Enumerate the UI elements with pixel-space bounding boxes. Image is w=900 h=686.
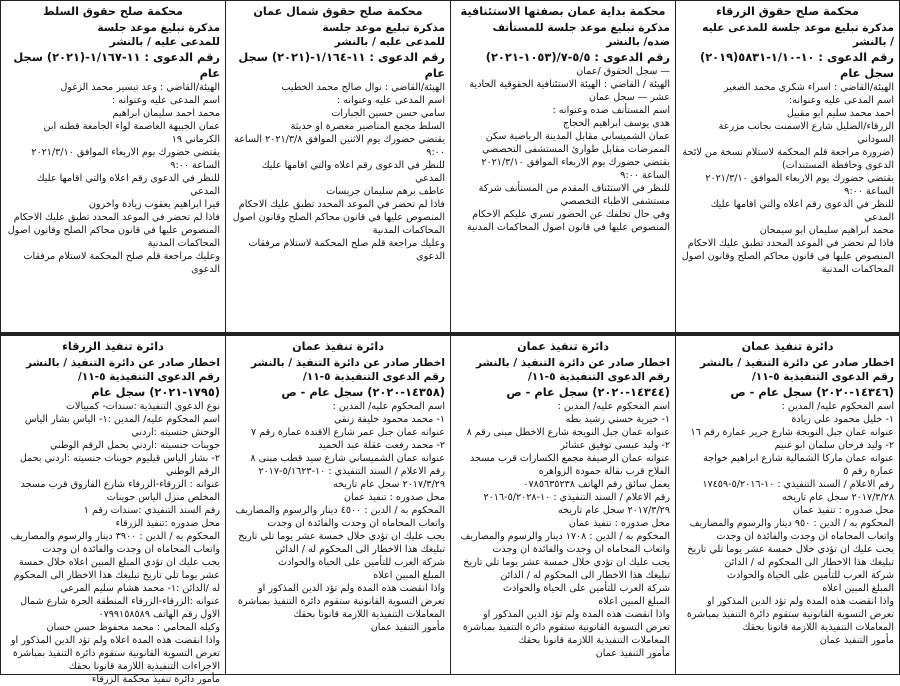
notice-text-line: فاذا لم تحضر في الموعد المحدد تطبق عليك الاحكام المنصوص عليها في قانون محاكم الصلح وقانون اصول المحاكمات المدنية [681, 238, 894, 275]
notice-text-line: يقتضي حضورك يوم الاربعاء الموافق ٢٠٢١/٣/١٠ الساعة ٩:٠٠ [705, 173, 894, 197]
notice-text-line: واذا انقضت هذه المدة ولم تؤد الدين المذكور او تعرض التسوية القانونية ستقوم دائرة التنفيذ بمباشرة المعاملات التنفيذية اللازمة قانونا بحقك [462, 609, 670, 646]
notice-text-line: سامي حسن حسين الجبارات [331, 108, 445, 119]
notice-text-line: ٢٠١٧/٣/٢٩ سجل عام تاريخه [332, 479, 445, 490]
notice-amman-execution-14346 [675, 335, 900, 675]
notice-text-line: اسم المحكوم عليه/ المدين : [332, 401, 445, 412]
notice-text-line: ١- خليل محمود علي زيادة [791, 414, 894, 425]
notice-text-line: ٢- بشار الياس قيليوم جوينات جنسيته :اردني بحمل الرقم الوطني [19, 453, 220, 477]
notice-text-line: محل صدوره :تنفيذ الزرقاء [115, 518, 220, 529]
notice-amman-execution-14358 [225, 335, 450, 675]
notice-title: دائرة تنفيذ عمان [292, 340, 384, 353]
notice-text-line: الهيئة/القاضي : اسراء شكري محمد الصغير [723, 82, 894, 93]
notice-north-east-rights-court-164 [225, 0, 450, 333]
notice-method: ضده/ بالنشر [606, 36, 670, 48]
notice-text-line: اسم المحكوم عليه/ المدين : [557, 401, 670, 412]
notice-text-line: قيرا ابراهيم يعقوب زيادة واخرون [88, 199, 220, 210]
notice-text-line: رقم الاعلام / السند التنفيذي : ١٠-٥/١٦٢٣-٢٠١٧ [258, 466, 445, 477]
notice-zarqa-peace-court [675, 0, 900, 333]
notice-method: للمدعى عليه / بالنشر [109, 36, 220, 48]
notice-title: محكمة صلح حقوق السلط [42, 5, 183, 18]
notice-method: رقم الدعوى التنفيذية ٥-١١/ [527, 371, 670, 383]
notice-text-line: رقم الاعلام / السند التنفيذي : ١٠-٥/٢٠١٦-١٧٤٥٩ [702, 479, 894, 490]
notice-text-line: اسم المدعى عليه وعنوانه: [789, 95, 894, 106]
notice-text-line: عمان الشميساني مقابل المدينة الرياضية سكن الممرضات مقابل طوارئ المستشفى التخصصي [482, 131, 670, 155]
notice-text-line: الهيئة / القاضي : الهيئة الاستئنافية الحقوقية الحادية عشر — سجل عمان [469, 79, 670, 103]
notice-text-line: شركة العرب للتأمين على الحياة والحوادث [727, 570, 894, 581]
notice-subtitle: مذكرة تبليغ موعد جلسة للمستأنف [492, 22, 670, 34]
notice-text-line: شركة العرب للتأمين على الحياة والحوادث [278, 557, 445, 568]
top-notices-row [0, 0, 900, 333]
notice-text-line: المبلغ المبين اعلاه [373, 570, 445, 581]
notice-text-line: محل صدوره : تنفيذ عمان [343, 492, 445, 503]
notice-text-line: ١- محمد محمود خليفة زنقي [334, 414, 445, 425]
notice-text-line: اسم المدعى عليه وعنوانه : [111, 95, 220, 106]
notice-text-line: يقتضي حضورك يوم الاربعاء الموافق ٢٠٢١/٣/١٠ الساعة ٩:٠٠ [481, 157, 670, 181]
notice-text-line: اسم المحكوم عليه/ المدين : [781, 401, 894, 412]
notice-title: دائرة تنفيذ عمان [517, 340, 609, 353]
notice-text-line: مأمور التنفيذ عمان [595, 648, 670, 659]
notice-text-line: محمد ابراهيم سليمان ابو سيمحان [759, 225, 894, 236]
notice-subtitle: اخطار صادر عن دائرة التنفيذ / بالنشر [25, 357, 220, 369]
notice-case-number: رقم الدعوى : ١١-١/١٦٧-(٢٠٢١) سجل عام [13, 50, 220, 80]
notice-text-line: واذا انقضت هذه المدة ولم تؤد الدين المذكور او تعرض التسوية القانونية ستقوم دائرة التنفيذ بمباشرة المعاملات التنفيذية اللازمة قانونا بحقك [237, 583, 445, 620]
notice-text-line: ٢٠١٧/٣/٢٨ سجل عام تاريخه [781, 492, 894, 503]
notice-text-line: محمد احمد سليمان ابراهيم [112, 108, 220, 119]
notice-text-line: — سجل الحقوق /عمان [576, 66, 670, 77]
notice-text-line: عنوانه عمان جبل النويجة شارع جرير عمارة رقم ١٦ [690, 427, 894, 438]
notice-text-line: المبلغ المبين اعلاه [598, 596, 670, 607]
notice-method: رقم الدعوى التنفيذية ٥-١١/ [751, 371, 894, 383]
notice-text-line: اسم المدعى عليه وعنوانه : [336, 95, 445, 106]
notice-text-line: عمان الجبيهة العاصمة لواء الجامعة قطنه ابن الكرماني ١٩ [43, 121, 220, 145]
notice-title: محكمة بداية عمان بصفتها الاستئنافية [460, 5, 666, 18]
notice-text-line: اسم المستأنف ضده وعنوانه : [552, 105, 670, 116]
notice-text-line: ٢- وليد عيسى توفيق عشائر [560, 440, 670, 451]
notice-text-line: (ضرورة مراجعة قلم المحكمة لاستلام نسخة من لائحة الدعوى وحافظة المستندات) [682, 147, 894, 171]
notice-subtitle: مذكرة تبليغ موعد جلسة للمدعى عليه [702, 22, 894, 34]
notice-text-line: عنوانه عمان ماركا الشمالية شارع ابراهيم خواجة عمارة رقم ٥ [703, 453, 894, 477]
notice-text-line: ٢- محمد رفعت عقلة عبد الحميد [318, 440, 445, 451]
notice-text-line: يعمل سائق رقم الهاتف ٠٧٨٥٦٣٥٢٣٨ [523, 479, 670, 490]
notice-title: دائرة تنفيذ الزرقاء [62, 340, 164, 353]
notice-text-line: هدى يوسف ابراهيم الحجاج [562, 118, 670, 129]
notice-text-line: رقم السند التنفيذي :سندات رقم ١ [83, 505, 220, 516]
notice-text-line: يجب عليك ان تؤدي خلال خمسة عشر يوما تلي تاريخ تبليغك هذا الاخطار الى المحكوم له / الدائن [687, 544, 894, 568]
notice-text-line: واذا انقضت هذه المدة ولم تؤد الدين المذكور او تعرض التسوية القانونية ستقوم دائرة التنفيذ بمباشرة المعاملات التنفيذية اللازمة قانونا بحقك [686, 596, 894, 633]
notice-text-line: محل صدوره : تنفيذ عمان [792, 505, 894, 516]
notice-text-line: عنوانه :الزرقاء-الزرقاء المنطقة الحرة شارع شمال الاول رقم الهاتف ٠٧٩٩١٥٨٥٨٩ [20, 596, 220, 620]
notice-text-line: الهيئة/القاضي : وعد تيسير محمد الزغول [60, 82, 220, 93]
notice-text-line: عاطف برهم سليمان جريسات [326, 186, 445, 197]
notice-text-line: عنوانه عمان جبل عمر شارع الاقندة عمارة رقم ٧ [251, 427, 445, 438]
notice-north-east-rights-court-167 [0, 0, 225, 333]
notice-text-line: واذا انقضت هذه المدة اعلاه ولم تؤد الدين المذكور او تعرض التسوية القانونية ستقوم دائرة التنفيذ بمباشرة الاجراءات التنفيذية اللازمة قانونا بحقك [10, 635, 220, 672]
notice-title: محكمة صلح حقوق الزرقاء [716, 5, 859, 18]
notice-text-line: السلط مجمع المناصير معصرة او حديثة [290, 121, 445, 132]
notice-text-line: وكيله المحامي : محمد محفوظ حسن حسان [46, 622, 220, 633]
notice-case-number: رقم الدعوى : ٥/٥-٧/(١٠٥٣-٢٠٢١) [485, 50, 670, 64]
notice-text-line: عنوانه : الزرقاء-الزرقاء شارع الفاروق قرب مسجد المخلص منزل الياس جوينات [20, 479, 220, 503]
notice-text-line: عنوانه عمان الشميساني شارع سيد قطب مبنى ٨ [250, 453, 445, 464]
notice-text-line: الزرقاء/الضليل شارع الاسمنت بجانب مزرعة السوداني [718, 121, 894, 145]
notice-text-line: ٢٠١٧/٣/٢٩ سجل عام تاريخه [557, 505, 670, 516]
notice-text-line: عنوانه عمان الرصيفة مجمع الكسارات قرب مسجد الفلاح قرب بقالة حمودة الزواهره [469, 453, 670, 477]
notice-method: رقم الدعوى التنفيذية ٥-١١/ [77, 371, 220, 383]
notice-text-line: مأمور التنفيذ عمان [370, 622, 445, 633]
notice-case-number: (١٤٣٥٨-٢٠٢٠) سجل عام - ص [281, 385, 445, 399]
notice-text-line: وعليك مراجعة قلم صلح المحكمة لاستلام مرفقات الدعوى [248, 238, 445, 262]
notice-text-line: مأمور التنفيذ عمان [819, 635, 894, 646]
notice-method: للمدعى عليه / بالنشر [334, 36, 445, 48]
notice-text-line: ١- خيرية حسني رشيد بطه [565, 414, 670, 425]
notice-text-line: فاذا لم تحضر في الموعد المحدد تطبق عليك الاحكام المنصوص عليها في قانون محاكم الصلح وقانون اصول المحاكمات المدنية [7, 212, 220, 249]
notice-text-line: اسم المحكوم عليه/ المدين :١- الياس بشار الياس الوحش جنسيته :اردني [24, 414, 220, 438]
notice-subtitle: اخطار صادر عن دائرة التنفيذ / بالنشر [699, 357, 894, 369]
notice-text-line: للنظر في الدعوى رقم اعلاه والتي اقامها عليك المدعي [710, 199, 894, 223]
notice-text-line: المحكوم به / الدين : ١٧٠٨ دينار والرسوم والمصاريف واتعاب المحاماه ان وجدت والفائدة ان وجدت [460, 531, 670, 555]
notice-method: رقم الدعوى التنفيذية ٥-١١/ [302, 371, 445, 383]
notice-subtitle: اخطار صادر عن دائرة التنفيذ / بالنشر [475, 357, 670, 369]
notice-text-line: يقتضي حضورك يوم الاثنين الموافق ٢٠٢١/٣/٨ الساعة ٩:٠٠ [234, 134, 445, 158]
notice-text-line: يجب عليك ان تؤدي خلال خمسة عشر يوما تلي تاريخ تبليغك هذا الاخطار الى المحكوم له / الدائن [463, 557, 670, 581]
notice-subtitle: مذكرة تبليغ موعد جلسة [97, 22, 220, 34]
notice-zarqa-execution-1795 [0, 335, 225, 685]
notice-text-line: المحكوم به / الدين : ٩٥٠ دينار والرسوم والمصاريف واتعاب المحاماه ان وجدت والفائدة ان وجدت [689, 518, 894, 542]
notice-text-line: ٢- وليد فرحان سلمان ابو غنيم [774, 440, 894, 451]
notice-text-line: فاذا لم تحضر في الموعد المحدد تطبق عليك الاحكام المنصوص عليها في قانون محاكم الصلح وقانون اصول المحاكمات المدنية [232, 199, 445, 236]
notice-case-number: رقم الدعوى : ١٠-١/١٠-٥٨٣١(٢٠١٩) سجل عام [700, 50, 894, 80]
notice-text-line: شركة العرب للتأمين على الحياة والحوادث [503, 583, 670, 594]
notice-text-line: وفي حال تخلفك عن الحضور تسري عليكم الاحكام المنصوص عليها في قانون اصول المحاكمات المدنية [466, 209, 670, 233]
notice-text-line: يجب عليك ان تؤدي المبلغ المبين اعلاه خلال خمسة عشر يوما تلي تاريخ تبليغك هذا الاخطار الى المحكوم له /الدائن :١- محمد هشام سليم المرعي [13, 557, 220, 594]
notice-amman-execution-14344 [450, 335, 675, 675]
notice-text-line: المبلغ المبين اعلاه [822, 583, 894, 594]
notice-case-number: (١٧٩٥-٢٠٢١) سجل عام [91, 385, 220, 399]
notice-case-number: رقم الدعوى : ١١-١/١٦٤-(٢٠٢١) سجل عام [238, 50, 445, 80]
notice-case-number: (١٤٣٤٤-٢٠٢٠) سجل عام - ص [506, 385, 670, 399]
notice-title: محكمة صلح حقوق شمال عمان [253, 5, 423, 18]
notice-text-line: نوع الدعوى التنفيذية :سندات- كمبيالات [65, 401, 220, 412]
notice-text-line: احمد محمد سليم ابو مقبيل [786, 108, 894, 119]
notice-text-line: يجب عليك ان تؤدي خلال خمسة عشر يوما تلي تاريخ تبليغك هذا الاخطار الى المحكوم له / الدائن [238, 531, 445, 555]
notice-title: دائرة تنفيذ عمان [741, 340, 834, 353]
notice-text-line: مأمور دائرة تنفيذ محكمة الزرقاء [91, 674, 220, 685]
notice-text-line: للنظر في الاستئناف المقدم من المستأنف شركة مستشفى الاطباء التخصصي [478, 183, 670, 207]
notice-subtitle: اخطار صادر عن دائرة التنفيذ / بالنشر [250, 357, 445, 369]
notice-text-line: محل صدوره : تنفيذ عمان [568, 518, 670, 529]
notice-text-line: وعليك مراجعة قلم صلح المحكمة لاستلام مرفقات الدعوى [23, 251, 220, 275]
notice-subtitle: مذكرة تبليغ موعد جلسة [322, 22, 445, 34]
notice-text-line: عنوانه عمان جبل النويجة شارع الاخطل مبنى رقم ٨ [466, 427, 670, 438]
bottom-notices-row [0, 335, 900, 685]
notice-amman-first-instance [450, 0, 675, 333]
notice-text-line: رقم الاعلام / السند التنفيذي : ١٠-٥/٢٠٢٨-٢٠١٦ [483, 492, 670, 503]
notice-text-line: للنظر في الدعوى رقم اعلاه والتي اقامها عليك المدعي [261, 160, 445, 184]
notice-text-line: المحكوم به / الدين : ٤٥٠٠ دينار والرسوم والمصاريف واتعاب المحاماه ان وجدت والفائدة ان وجدت [235, 505, 445, 529]
notice-text-line: الهيئة/القاضي : نوال صالح محمد الخطيب [281, 82, 445, 93]
notice-method: / بالنشر [852, 36, 894, 48]
notice-text-line: للنظر في الدعوى رقم اعلاه والتي اقامها عليك المدعي [36, 173, 220, 197]
notice-text-line: جوينات جنسيته :اردني بحمل الرقم الوطني [49, 440, 220, 451]
notice-text-line: يقتضي حضورك يوم الاربعاء الموافق ٢٠٢١/٣/١٠ الساعة ٩:٠٠ [31, 147, 220, 171]
notice-case-number: (١٤٣٤٦-٢٠٢٠) سجل عام - ص [730, 385, 894, 399]
notice-text-line: المحكوم به / الدين : ٣٩٠٠ دينار والرسوم والمصاريف واتعاب المحاماه ان وجدت والفائدة ان وجدت [10, 531, 220, 555]
